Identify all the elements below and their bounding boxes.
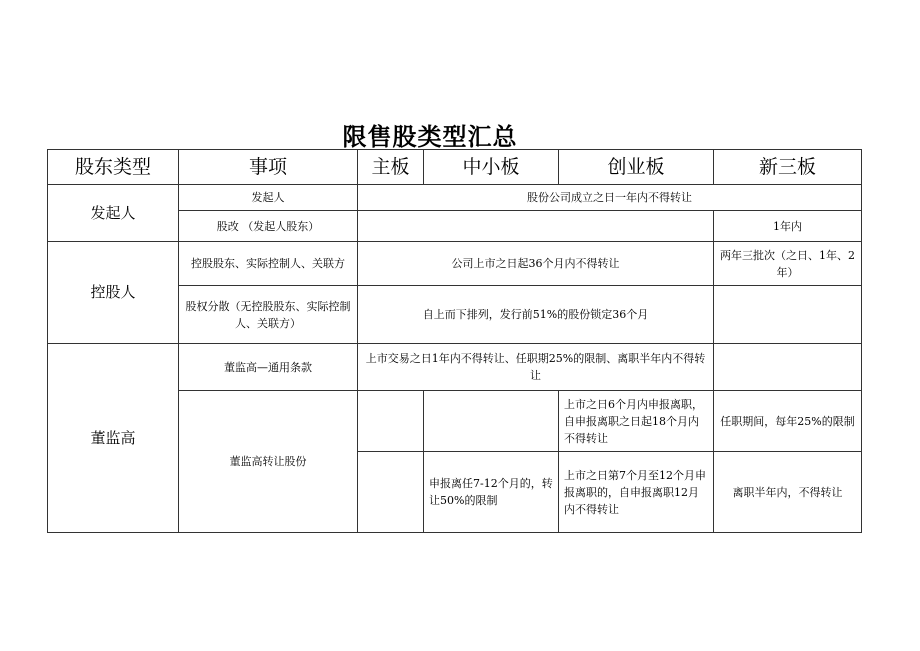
type-cell-founder: 发起人 — [48, 185, 179, 242]
table-row — [48, 185, 862, 211]
header-shareholder-type: 股东类型 — [48, 150, 179, 185]
header-main-board: 主板 — [358, 150, 424, 185]
main-board-cell — [358, 391, 424, 452]
rule-cell — [358, 211, 714, 242]
header-item: 事项 — [179, 150, 358, 185]
main-board-cell — [358, 452, 424, 533]
type-cell-executives: 董监高 — [48, 344, 179, 533]
sme-board-cell: 申报离任7-12个月的，转让50%的限制 — [424, 452, 559, 533]
header-row — [48, 150, 862, 185]
xinsanban-cell: 任职期间，每年25%的限制 — [714, 391, 862, 452]
item-cell: 控股股东、实际控制人、关联方 — [179, 242, 358, 286]
item-cell: 董监高转让股份 — [179, 391, 358, 533]
header-chinext: 创业板 — [559, 150, 714, 185]
table-row — [48, 242, 862, 286]
chinext-cell: 上市之日第7个月至12个月申报离职的，自申报离职12月内不得转让 — [559, 452, 714, 533]
xinsanban-cell — [714, 286, 862, 344]
rule-cell: 股份公司成立之日一年内不得转让 — [358, 185, 862, 211]
item-cell: 股改 （发起人股东） — [179, 211, 358, 242]
header-xinsanban: 新三板 — [714, 150, 862, 185]
chinext-cell: 上市之日6个月内申报离职，自申报离职之日起18个月内不得转让 — [559, 391, 714, 452]
sme-board-cell — [424, 391, 559, 452]
item-cell: 董监高—通用条款 — [179, 344, 358, 391]
xinsanban-cell: 离职半年内，不得转让 — [714, 452, 862, 533]
rule-cell: 公司上市之日起36个月内不得转让 — [358, 242, 714, 286]
item-cell: 股权分散（无控股股东、实际控制人、关联方） — [179, 286, 358, 344]
header-sme-board: 中小板 — [424, 150, 559, 185]
page-title: 限售股类型汇总 — [342, 123, 518, 151]
type-cell-controller: 控股人 — [48, 242, 179, 344]
rule-cell: 上市交易之日1年内不得转让、任职期25%的限制、离职半年内不得转让 — [358, 344, 714, 391]
restricted-shares-table — [47, 149, 862, 533]
table-row — [48, 344, 862, 391]
xinsanban-cell: 两年三批次（之日、1年、2年） — [714, 242, 862, 286]
rule-cell: 自上而下排列，发行前51%的股份锁定36个月 — [358, 286, 714, 344]
xinsanban-cell: 1年内 — [714, 211, 862, 242]
item-cell: 发起人 — [179, 185, 358, 211]
xinsanban-cell — [714, 344, 862, 391]
